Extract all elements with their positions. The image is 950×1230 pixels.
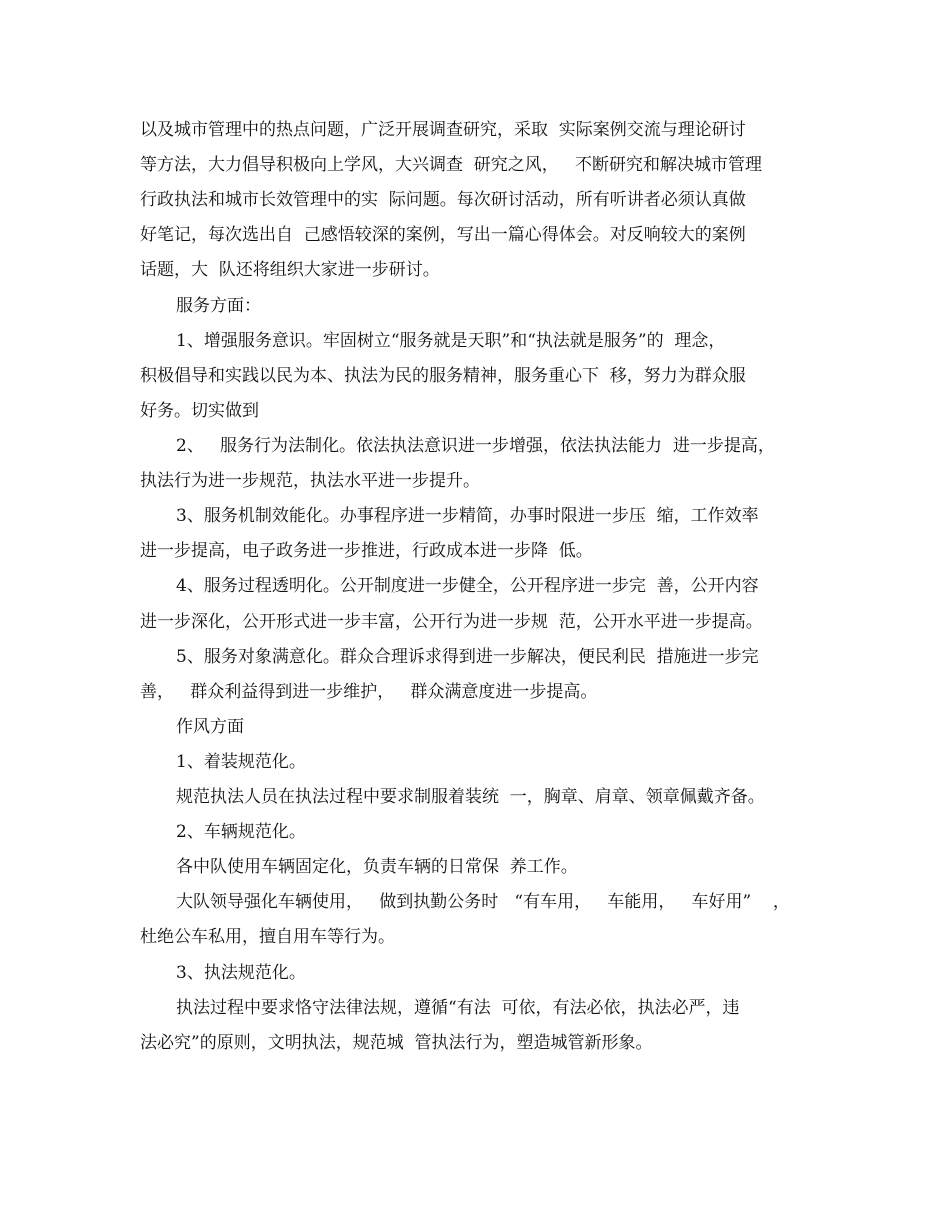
- paragraph-line: 以及城市管理中的热点问题，广泛开展调查研究，采取 实际案例交流与理论研讨: [140, 120, 746, 140]
- paragraph-line: 5、服务对象满意化。群众合理诉求得到进一步解决，便民利民 措施进一步完: [176, 647, 759, 667]
- paragraph-line: 执法行为进一步规范，执法水平进一步提升。: [140, 471, 480, 491]
- paragraph-line: 1、着装规范化。: [176, 752, 306, 772]
- section-heading-service: 服务方面：: [176, 296, 261, 316]
- paragraph-line: 杜绝公车私用，擅自用车等行为。: [140, 927, 395, 947]
- paragraph-line: 等方法，大力倡导积极向上学风，大兴调查 研究之风， 不断研究和解决城市管理: [140, 155, 763, 175]
- paragraph-line: 各中队使用车辆固定化，负责车辆的日常保 养工作。: [176, 857, 578, 877]
- paragraph-line: 积极倡导和实践以民为本、执法为民的服务精神，服务重心下 移，努力为群众服: [140, 366, 746, 386]
- paragraph-line: 2、 服务行为法制化。依法执法意识进一步增强，依法执法能力 进一步提高，: [176, 436, 775, 456]
- paragraph-line: 法必究”的原则，文明执法，规范城 管执法行为，塑造城管新形象。: [140, 1033, 653, 1053]
- paragraph-line: 4、服务过程透明化。公开制度进一步健全，公开程序进一步完 善，公开内容: [176, 576, 759, 596]
- section-heading-style: 作风方面: [176, 717, 244, 737]
- paragraph-line: 执法过程中要求恪守法律法规，遵循“有法 可依，有法必依，执法必严，违: [176, 998, 740, 1018]
- paragraph-line: 好笔记，每次选出自 己感悟较深的案例，写出一篇心得体会。对反响较大的案例: [140, 225, 746, 245]
- paragraph-line: 好务。切实做到: [140, 401, 259, 421]
- paragraph-line: 进一步提高，电子政务进一步推进，行政成本进一步降 低。: [140, 541, 593, 561]
- paragraph-line: 3、执法规范化。: [176, 963, 306, 983]
- paragraph-line: 善， 群众利益得到进一步维护， 群众满意度进一步提高。: [140, 682, 598, 702]
- paragraph-line: 2、车辆规范化。: [176, 822, 306, 842]
- paragraph-line: 大队领导强化车辆使用， 做到执勤公务时 “有车用， 车能用， 车好用” ，: [176, 892, 790, 912]
- paragraph-line: 行政执法和城市长效管理中的实 际问题。每次研讨活动，所有听讲者必须认真做: [140, 190, 746, 210]
- paragraph-line: 3、服务机制效能化。办事程序进一步精简，办事时限进一步压 缩，工作效率: [176, 506, 759, 526]
- paragraph-line: 话题，大 队还将组织大家进一步研讨。: [140, 260, 440, 280]
- paragraph-line: 规范执法人员在执法过程中要求制服着装统 一，胸章、肩章、领章佩戴齐备。: [176, 787, 765, 807]
- paragraph-line: 进一步深化，公开形式进一步丰富，公开行为进一步规 范，公开水平进一步提高。: [140, 612, 763, 632]
- paragraph-line: 1、增强服务意识。牢固树立“服务就是天职”和“执法就是服务”的 理念，: [176, 331, 726, 351]
